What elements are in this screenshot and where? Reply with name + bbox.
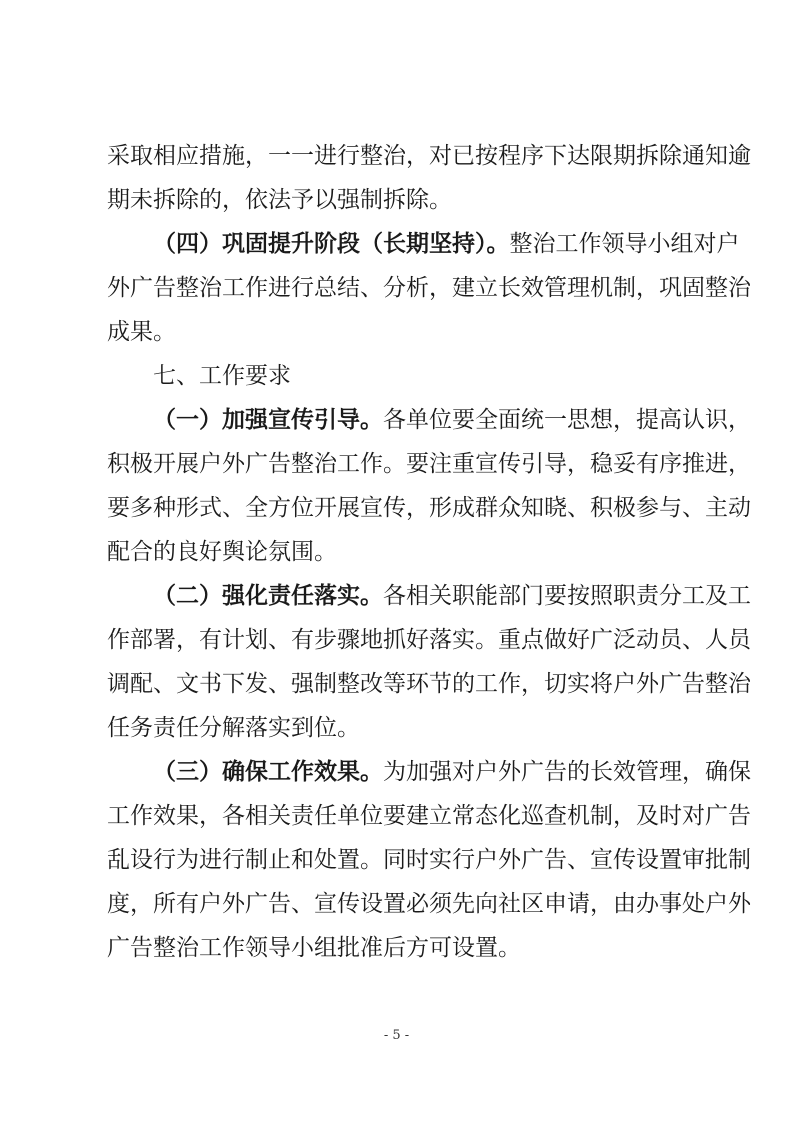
paragraph-line [153,753,751,791]
paragraph-line: 调配、文书下发、强制整改等环节的工作，切实将户外广告整治 [107,671,751,697]
paragraph-line: 广告整治工作领导小组批准后方可设置。 [107,935,521,961]
paragraph-line [153,225,740,263]
paragraph-line [153,401,751,439]
paragraph-line: 配合的良好舆论氛围。 [107,539,337,565]
paragraph-line: 积极开展户外广告整治工作。要注重宣传引导，稳妥有序推进， [107,451,751,477]
paragraph-lead: （一）加强宣传引导。 [153,406,383,433]
paragraph-text: 整治工作领导小组对户 [509,231,740,257]
paragraph-line: 采取相应措施，一一进行整治，对已按程序下达限期拆除通知逾 [107,143,751,169]
paragraph-line: 度，所有户外广告、宣传设置必须先向社区申请，由办事处户外 [107,891,751,917]
paragraph-text: 各相关职能部门要按照职责分工及工 [383,583,751,609]
paragraph-line: 外广告整治工作进行总结、分析，建立长效管理机制，巩固整治 [107,275,751,301]
page-number: - 5 - [383,1028,410,1043]
paragraph-line: 要多种形式、全方位开展宣传，形成群众知晓、积极参与、主动 [107,495,751,521]
paragraph-text: 为加强对户外广告的长效管理，确保 [383,759,751,785]
paragraph-lead: （二）强化责任落实。 [153,582,383,609]
paragraph-line: 期未拆除的，依法予以强制拆除。 [107,187,452,213]
paragraph-line: 乱设行为进行制止和处置。同时实行户外广告、宣传设置审批制 [107,847,751,873]
paragraph-lead: （四）巩固提升阶段（长期坚持）。 [153,230,510,257]
paragraph-line: 任务责任分解落实到位。 [107,715,360,741]
paragraph-line: 工作效果，各相关责任单位要建立常态化巡查机制，及时对广告 [107,803,751,829]
paragraph-line: 作部署，有计划、有步骤地抓好落实。重点做好广泛动员、人员 [107,627,751,653]
section-heading: 七、工作要求 [153,363,291,389]
paragraph-lead: （三）确保工作效果。 [153,758,383,785]
paragraph-text: 各单位要全面统一思想，提高认识， [383,407,751,433]
paragraph-line [153,577,751,615]
paragraph-line: 成果。 [107,319,176,345]
